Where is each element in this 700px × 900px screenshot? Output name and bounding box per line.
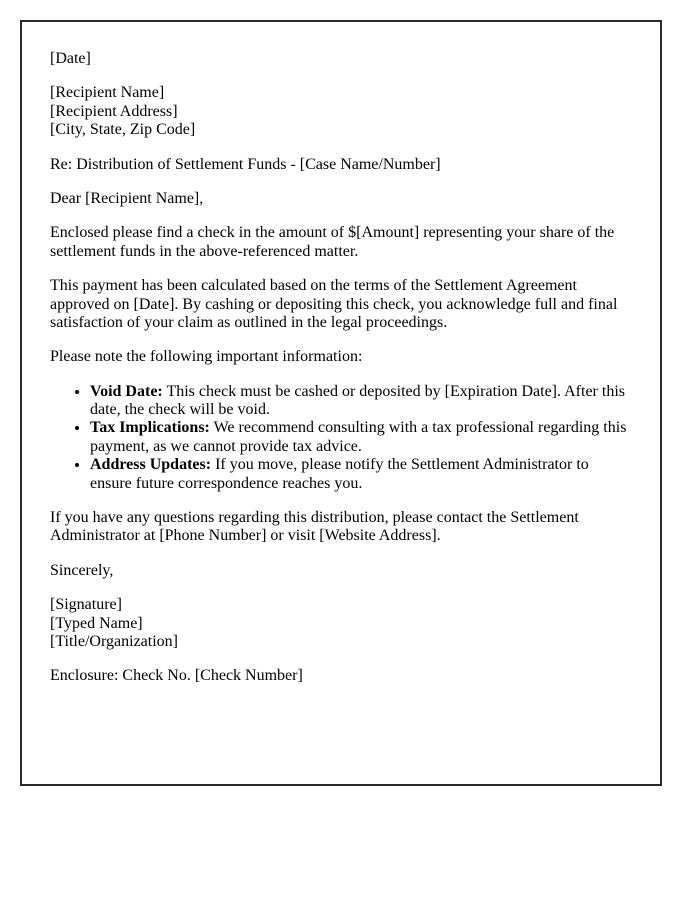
recipient-address-block <box>50 84 632 139</box>
void-date-text: This check must be cashed or deposited by [Expiration Date]. After this date, the check will be void. <box>90 382 625 419</box>
void-date-label: Void Date: <box>90 382 163 400</box>
signoff: Sincerely, <box>50 561 114 579</box>
list-item-address-updates <box>90 456 632 493</box>
signature-line: [Signature] <box>50 596 122 614</box>
recipient-name-line: [Recipient Name] <box>50 84 165 102</box>
important-info-list <box>50 383 632 493</box>
salutation: Dear [Recipient Name], <box>50 189 204 207</box>
tax-implications-text: We recommend consulting with a tax professional regarding this payment, as we cannot provide tax advice. <box>90 419 627 455</box>
address-updates-label: Address Updates: <box>90 456 212 474</box>
list-item-void-date <box>90 383 632 420</box>
date-line: [Date] <box>50 50 91 67</box>
title-organization-line: [Title/Organization] <box>50 632 178 650</box>
letter-page <box>20 20 662 786</box>
tax-implications-label: Tax Implications: <box>90 419 210 437</box>
signature-block <box>50 596 632 651</box>
paragraph-payment-terms: This payment has been calculated based on the terms of the Settlement Agreement approved on [Date]. By cashing or depositing this check, you acknowledge full and final satisfaction of your claim as outlined in the legal proceedings. <box>50 277 618 331</box>
recipient-address-line: [Recipient Address] <box>50 102 178 120</box>
subject-line: Re: Distribution of Settlement Funds - [Case Name/Number] <box>50 155 441 173</box>
typed-name-line: [Typed Name] <box>50 614 143 632</box>
list-item-tax-implications <box>90 419 632 456</box>
recipient-city-state-zip-line: [City, State, Zip Code] <box>50 121 196 139</box>
paragraph-enclosed-check: Enclosed please find a check in the amount of $[Amount] representing your share of the settlement funds in the above-referenced matter. <box>50 224 615 260</box>
paragraph-questions-contact: If you have any questions regarding this distribution, please contact the Settlement Administrator at [Phone Number] or visit [Website Address]. <box>50 509 579 545</box>
address-updates-text: If you move, please notify the Settlement Administrator to ensure future correspondence reaches you. <box>90 456 589 492</box>
paragraph-important-info-intro: Please note the following important information: <box>50 348 363 366</box>
enclosure-line: Enclosure: Check No. [Check Number] <box>50 667 303 685</box>
